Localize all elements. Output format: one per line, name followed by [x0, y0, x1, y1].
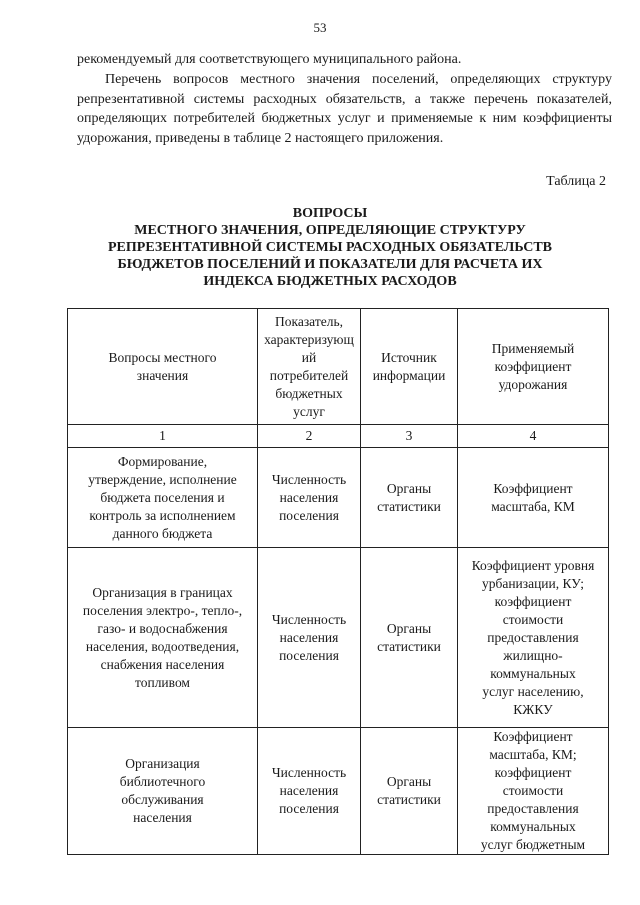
column-number-cell: 2	[258, 425, 361, 448]
table-row	[68, 728, 609, 855]
table-header-row	[68, 309, 609, 425]
table-cell-coefficient: Коэффициент уровня урбанизации, КУ; коэффициент стоимости предоставления жилищно- коммунальных услуг населению, КЖКУ	[458, 548, 609, 728]
table-cell-issue: Организация в границах поселения электро-, тепло-, газо- и водоснабжения населения, водоотведения, снабжения населения топливом	[68, 548, 258, 728]
table-row	[68, 548, 609, 728]
table-title-line: ВОПРОСЫ	[292, 206, 368, 221]
header-cell-source: Источник информации	[361, 309, 458, 425]
column-number-cell: 1	[68, 425, 258, 448]
header-cell-indicator: Показатель, характеризующ ий потребителей бюджетных услуг	[258, 309, 361, 425]
table-title	[60, 205, 600, 290]
table-title-line: РЕПРЕЗЕНТАТИВНОЙ СИСТЕМЫ РАСХОДНЫХ ОБЯЗАТЕЛЬСТВ	[107, 240, 553, 255]
table-cell-source: Органы статистики	[361, 728, 458, 855]
table-label: Таблица 2	[546, 174, 606, 189]
table-cell-issue: Формирование, утверждение, исполнение бюджета поселения и контроль за исполнением данного бюджета	[68, 448, 258, 548]
table-cell-indicator: Численность населения поселения	[258, 448, 361, 548]
table-cell-indicator: Численность населения поселения	[258, 728, 361, 855]
table-title-line: БЮДЖЕТОВ ПОСЕЛЕНИЙ И ПОКАЗАТЕЛИ ДЛЯ РАСЧЕТА ИХ	[117, 257, 543, 272]
paragraph-intro: Перечень вопросов местного значения поселений, определяющих структуру репрезентативной системы расходных обязательств, а также перечень показателей, определяющих потребителей бюджетных услуг и применяемые к ним коэффициенты удорожания, приведены в таблице 2 настоящего приложения.	[77, 72, 612, 146]
table-cell-coefficient: Коэффициент масштаба, КМ; коэффициент стоимости предоставления коммунальных услуг бюджетным	[458, 728, 609, 855]
issues-table	[67, 308, 609, 855]
table-cell-issue: Организация библиотечного обслуживания населения	[68, 728, 258, 855]
table-row	[68, 448, 609, 548]
table-cell-indicator: Численность населения поселения	[258, 548, 361, 728]
table-cell-source: Органы статистики	[361, 448, 458, 548]
table-title-line: ИНДЕКСА БЮДЖЕТНЫХ РАСХОДОВ	[203, 274, 457, 289]
table-cell-source: Органы статистики	[361, 548, 458, 728]
header-cell-coefficient: Применяемый коэффициент удорожания	[458, 309, 609, 425]
column-number-cell: 4	[458, 425, 609, 448]
column-number-cell: 3	[361, 425, 458, 448]
table-cell-coefficient: Коэффициент масштаба, КМ	[458, 448, 609, 548]
header-cell-issues: Вопросы местного значения	[68, 309, 258, 425]
column-number-row	[68, 425, 609, 448]
table-title-line: МЕСТНОГО ЗНАЧЕНИЯ, ОПРЕДЕЛЯЮЩИЕ СТРУКТУРУ	[134, 223, 526, 238]
paragraph-continuation: рекомендуемый для соответствующего муниципального района.	[77, 52, 462, 67]
page-number: 53	[313, 20, 327, 35]
